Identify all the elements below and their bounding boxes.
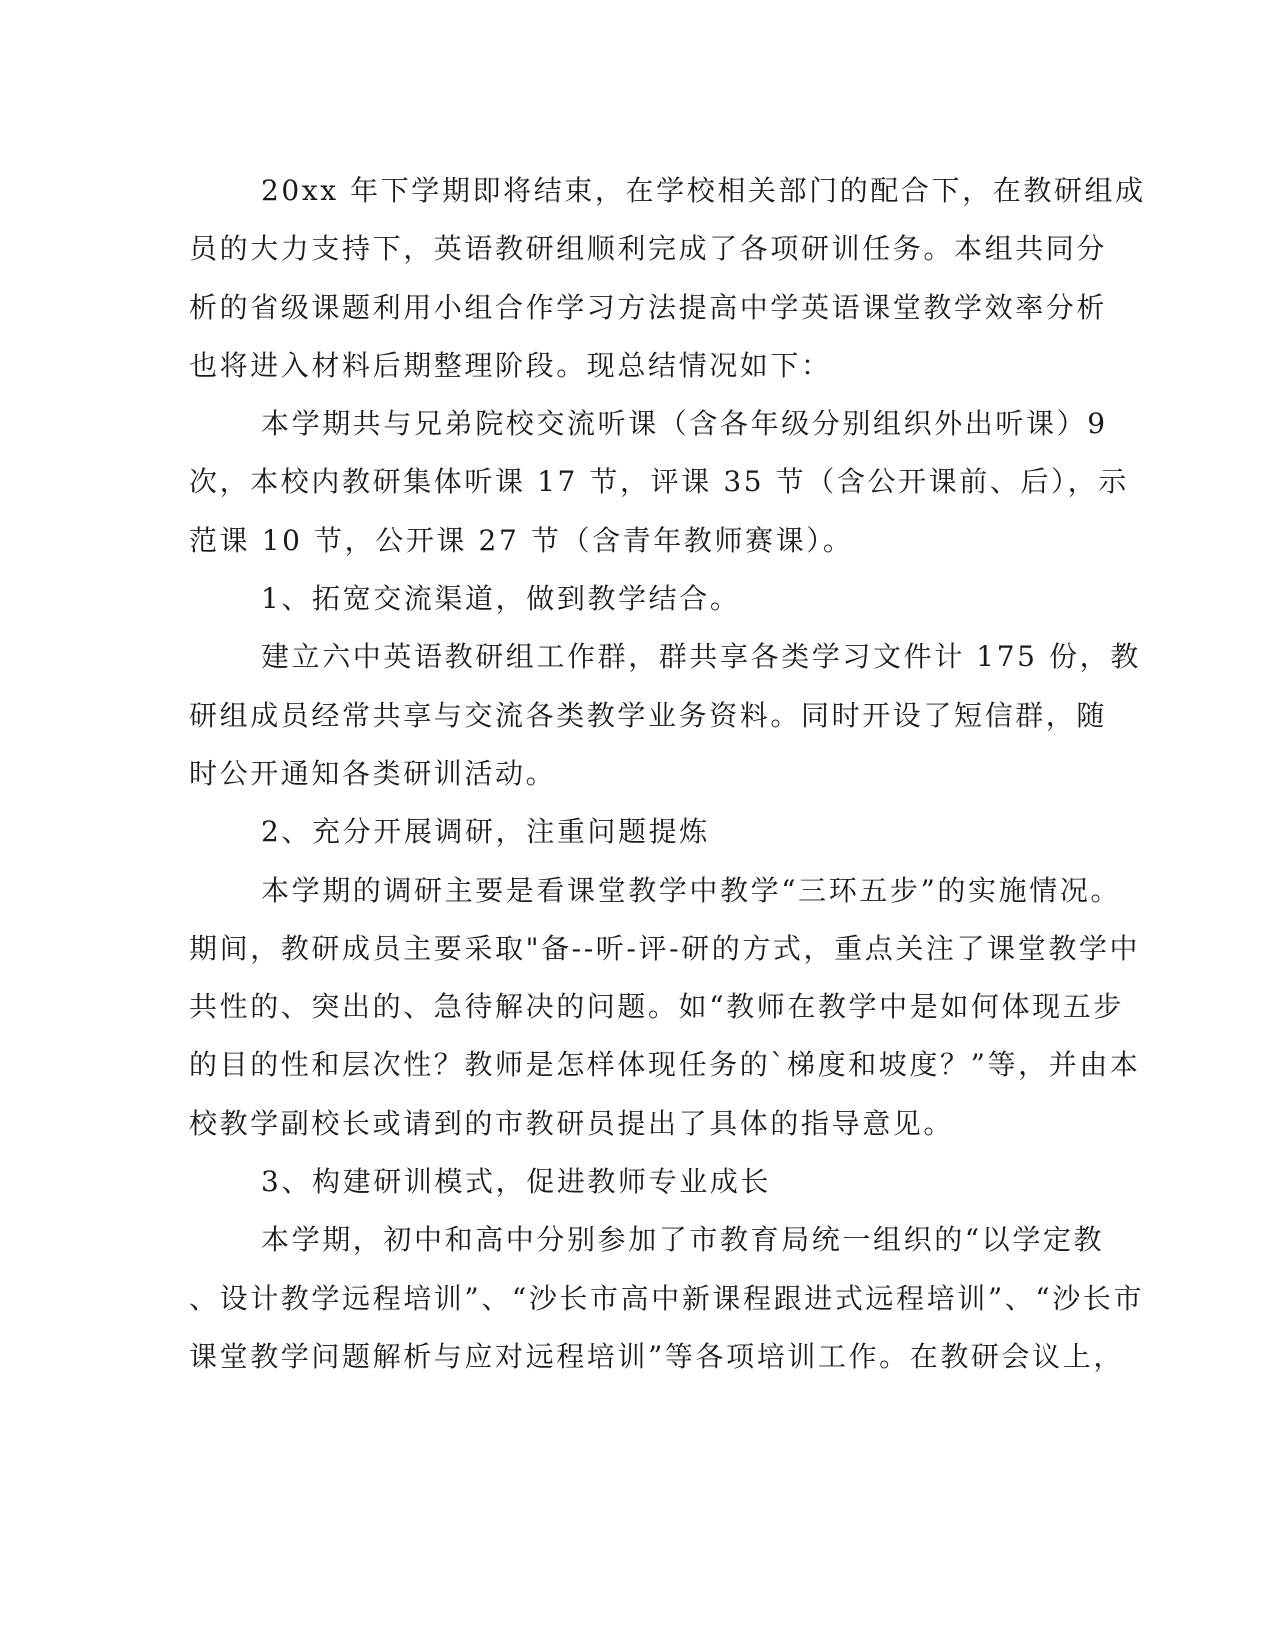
paragraph-line: 本学期共与兄弟院校交流听课（含各年级分别组织外出听课）9 bbox=[261, 407, 1108, 441]
paragraph-line: 课堂教学问题解析与应对远程培训”等各项培训工作。在教研会议上， bbox=[189, 1339, 1124, 1373]
paragraph-line: 20xx 年下学期即将结束，在学校相关部门的配合下，在教研组成 bbox=[261, 174, 1146, 207]
paragraph-line: 范课 10 节，公开课 27 节（含青年教师赛课）。 bbox=[189, 523, 854, 557]
paragraph-line: 也将进入材料后期整理阶段。现总结情况如下： bbox=[189, 348, 832, 382]
paragraph-line: 研组成员经常共享与交流各类教学业务资料。同时开设了短信群，随 bbox=[189, 698, 1108, 732]
paragraph-line: 本学期的调研主要是看课堂教学中教学“三环五步”的实施情况。 bbox=[261, 873, 1122, 907]
section-heading: 1、拓宽交流渠道，做到教学结合。 bbox=[261, 582, 741, 616]
paragraph-line: 、设计教学远程培训”、“沙长市高中新课程跟进式远程培训”、“沙长市 bbox=[189, 1281, 1145, 1315]
paragraph-line: 析的省级课题利用小组合作学习方法提高中学英语课堂教学效率分析 bbox=[189, 290, 1108, 324]
section-heading: 3、构建研训模式，促进教师专业成长 bbox=[261, 1165, 772, 1199]
paragraph-line: 本学期，初中和高中分别参加了市教育局统一组织的“以学定教 bbox=[261, 1223, 1105, 1257]
paragraph-line: 次，本校内教研集体听课 17 节，评课 35 节（含公开课前、后），示 bbox=[189, 465, 1129, 499]
paragraph-line: 期间，教研成员主要采取"备--听-评-研的方式，重点关注了课堂教学中 bbox=[189, 931, 1141, 965]
paragraph-line: 建立六中英语教研组工作群，群共享各类学习文件计 175 份，教 bbox=[261, 640, 1141, 674]
paragraph-line: 的目的性和层次性？教师是怎样体现任务的`梯度和坡度？”等，并由本 bbox=[189, 1048, 1141, 1082]
document-body bbox=[189, 162, 1146, 1386]
paragraph-line: 校教学副校长或请到的市教研员提出了具体的指导意见。 bbox=[189, 1106, 955, 1140]
paragraph-line: 共性的、突出的、急待解决的问题。如“教师在教学中是如何体现五步 bbox=[189, 990, 1124, 1024]
section-heading: 2、充分开展调研，注重问题提炼 bbox=[261, 815, 710, 849]
paragraph-line: 时公开通知各类研训活动。 bbox=[189, 756, 557, 790]
paragraph-line: 员的大力支持下，英语教研组顺利完成了各项研训任务。本组共同分 bbox=[189, 232, 1108, 266]
